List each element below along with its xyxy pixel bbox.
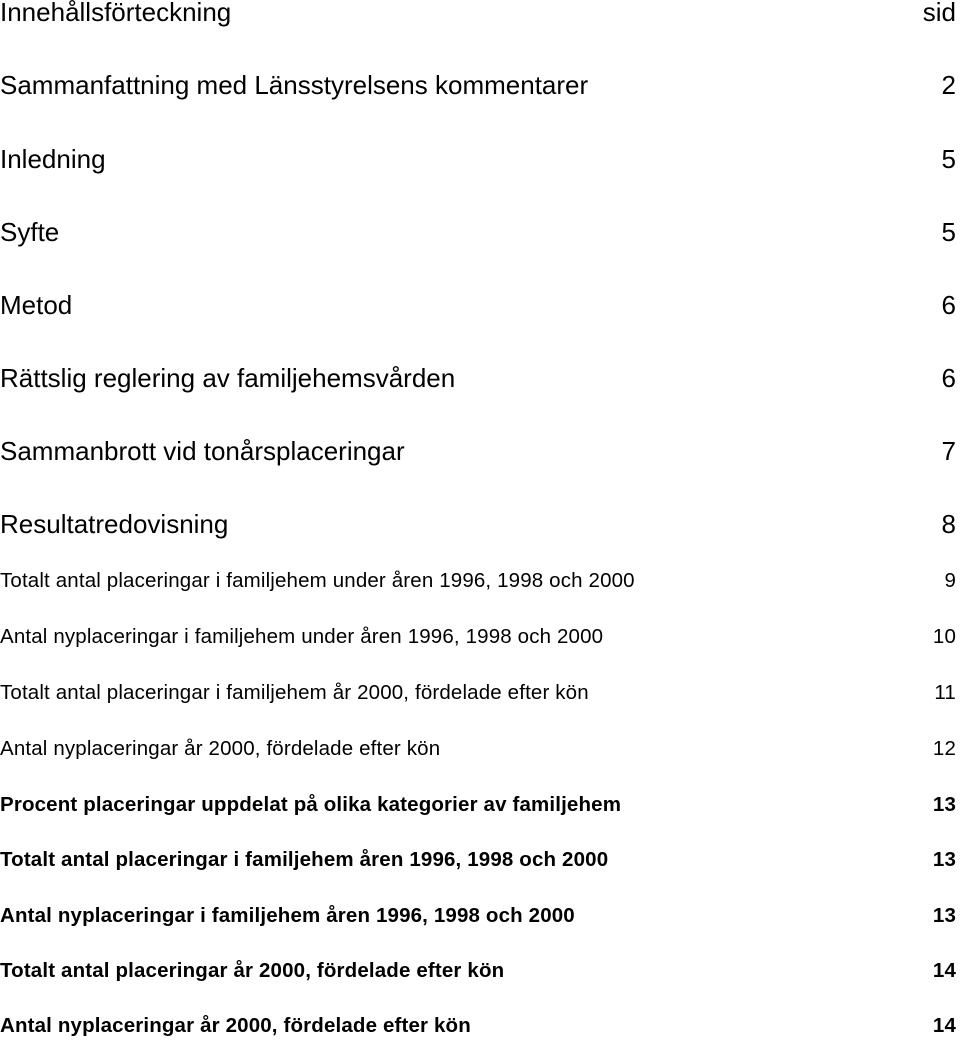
toc-entry-page: 12: [932, 737, 956, 760]
toc-entry-page: 6: [941, 363, 956, 393]
toc-entry[interactable]: [0, 509, 956, 540]
toc-entry[interactable]: [0, 569, 956, 593]
toc-heading: Innehållsförteckning: [0, 0, 232, 27]
toc-entry-title: Antal nyplaceringar år 2000, fördelade efter kön: [0, 737, 441, 760]
toc-entry-page: 10: [932, 625, 956, 648]
toc-entry[interactable]: [0, 144, 956, 175]
toc-entry-title: Sammanfattning med Länsstyrelsens kommentarer: [0, 70, 589, 100]
toc-entry-page: 6: [941, 290, 956, 320]
toc-entry[interactable]: [0, 363, 956, 394]
toc-entry[interactable]: [0, 793, 956, 817]
toc-entry-title: Totalt antal placeringar i familjehem under åren 1996, 1998 och 2000: [0, 569, 635, 592]
toc-entry-title: Rättslig reglering av familjehemsvården: [0, 363, 456, 393]
toc-entry[interactable]: [0, 959, 956, 983]
toc-entry[interactable]: [0, 904, 956, 928]
toc-entry-page: 2: [941, 70, 956, 100]
toc-entry-page: 13: [932, 793, 956, 816]
toc-page-column-header: sid: [922, 0, 956, 27]
toc-entry-title: Totalt antal placeringar i familjehem åren 1996, 1998 och 2000: [0, 848, 609, 871]
toc-entry-title: Antal nyplaceringar i familjehem under åren 1996, 1998 och 2000: [0, 625, 604, 648]
toc-entry[interactable]: [0, 290, 956, 321]
toc-entry-page: 14: [932, 1014, 956, 1037]
toc-entry-title: Resultatredovisning: [0, 509, 229, 539]
toc-entry-title: Syfte: [0, 217, 60, 247]
toc-entry-title: Antal nyplaceringar i familjehem åren 1996, 1998 och 2000: [0, 904, 575, 927]
toc-entry-title: Sammanbrott vid tonårsplaceringar: [0, 436, 405, 466]
toc-entry-page: 5: [941, 217, 956, 247]
toc-entry-title: Metod: [0, 290, 73, 320]
toc-entry-page: 9: [944, 569, 956, 592]
toc-entry-page: 5: [941, 144, 956, 174]
toc-entry-title: Inledning: [0, 144, 106, 174]
toc-header-row: [0, 0, 956, 28]
toc-entry-page: 7: [941, 436, 956, 466]
toc-entry-page: 8: [941, 509, 956, 539]
toc-entry-page: 11: [934, 681, 956, 704]
toc-entry[interactable]: [0, 1014, 956, 1038]
toc-entry[interactable]: [0, 436, 956, 467]
toc-entry[interactable]: [0, 681, 956, 705]
toc-entry-title: Antal nyplaceringar år 2000, fördelade efter kön: [0, 1014, 471, 1037]
toc-entry[interactable]: [0, 737, 956, 761]
toc-entry-page: 13: [932, 904, 956, 927]
toc-entry-page: 13: [932, 848, 956, 871]
toc-entry[interactable]: [0, 625, 956, 649]
toc-entry-page: 14: [932, 959, 956, 982]
toc-entry-title: Procent placeringar uppdelat på olika kategorier av familjehem: [0, 793, 622, 816]
toc-entry-title: Totalt antal placeringar år 2000, fördelade efter kön: [0, 959, 505, 982]
toc-entry[interactable]: [0, 217, 956, 248]
toc-entry[interactable]: [0, 848, 956, 872]
toc-entry[interactable]: [0, 70, 956, 101]
toc-entry-title: Totalt antal placeringar i familjehem år 2000, fördelade efter kön: [0, 681, 589, 704]
